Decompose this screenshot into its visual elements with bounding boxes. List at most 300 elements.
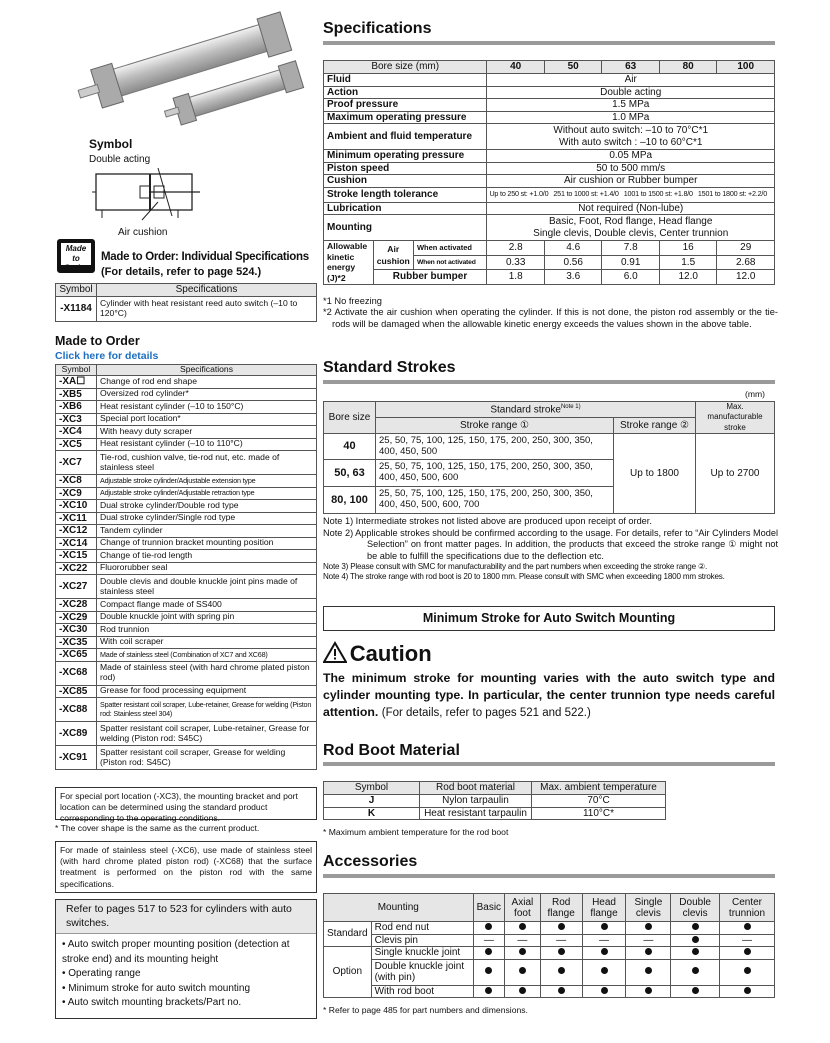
included-dot-icon — [485, 923, 492, 930]
order-spec: Tie-rod, cushion valve, tie-rod nut, etc. made of stainless steel — [97, 451, 317, 475]
stroke-bore: 40 — [324, 434, 376, 460]
strokes-unit: (mm) — [745, 389, 766, 399]
included-dot-icon — [558, 967, 565, 974]
spec-value: Not required (Non-lube) — [487, 202, 775, 215]
order-row — [56, 475, 317, 488]
not-applicable-mark: — — [483, 934, 494, 946]
spec-row — [324, 215, 775, 241]
tolerance-item: Up to 250 st: +1.0/0 — [489, 189, 549, 199]
spec-row — [324, 111, 775, 124]
included-dot-icon — [692, 936, 699, 943]
bullet: • — [62, 997, 68, 1008]
order-code: -XC28 — [56, 599, 97, 612]
included-dot-icon — [519, 923, 526, 930]
order-spec: With heavy duty scraper — [97, 426, 317, 439]
order-code: -XC14 — [56, 537, 97, 550]
bore-100: 100 — [717, 61, 775, 74]
not-applicable-mark: — — [643, 934, 654, 946]
acc-rule — [323, 874, 775, 878]
tolerance-item: 251 to 1000 st: +1.4/0 — [553, 189, 619, 199]
specs-title: Specifications — [323, 20, 432, 37]
auto-switch-item-text: Auto switch mounting brackets/Part no. — [67, 997, 242, 1008]
not-applicable-mark: — — [517, 934, 528, 946]
th-acc-col: Center trunnion — [720, 894, 775, 922]
acc-cell — [720, 959, 775, 985]
acc-cell — [582, 985, 626, 998]
boot-note: * Maximum ambient temperature for the rod boot — [323, 827, 509, 837]
acc-cell — [720, 922, 775, 935]
mto-title: Made to Order: Individual Specifications — [101, 251, 309, 263]
spec-key: Minimum operating pressure — [324, 150, 487, 163]
spec-key: Ambient and fluid temperature — [324, 124, 487, 150]
th-bore: Bore size — [324, 402, 376, 434]
order-row — [56, 451, 317, 475]
ke-air-line: cushion — [376, 256, 410, 267]
order-spec: Oversized rod cylinder* — [97, 388, 317, 401]
included-dot-icon — [744, 948, 751, 955]
ke-when-active: When activated — [413, 241, 487, 256]
not-applicable-mark: — — [599, 934, 610, 946]
ke-value: 1.5 — [659, 255, 717, 270]
spec-key: Fluid — [324, 74, 487, 87]
acc-cell — [505, 959, 541, 985]
mount-line-1: Basic, Foot, Rod flange, Head flange — [549, 215, 713, 227]
ke-value: 4.6 — [544, 241, 602, 256]
acc-cell — [473, 922, 504, 935]
acc-cell — [582, 959, 626, 985]
acc-cell — [626, 947, 671, 960]
acc-row — [324, 959, 775, 985]
acc-cell — [720, 985, 775, 998]
ke-row-rubber — [324, 270, 775, 285]
acc-cell — [671, 934, 720, 947]
boot-material: Heat resistant tarpaulin — [420, 807, 532, 820]
order-spec: Heat resistant cylinder (–10 to 150°C) — [97, 401, 317, 414]
bore-40: 40 — [487, 61, 545, 74]
order-code: -XC27 — [56, 575, 97, 599]
included-dot-icon — [692, 967, 699, 974]
order-row — [56, 649, 317, 662]
mto-subtitle: (For details, refer to page 524.) — [101, 266, 262, 278]
order-spec: Spatter resistant coil scraper, Grease for welding (Piston rod: S45C) — [97, 746, 317, 770]
acc-cell — [671, 959, 720, 985]
acc-cell — [540, 922, 582, 935]
caution-title: Caution — [349, 641, 432, 666]
spec-key: Mounting — [324, 215, 487, 241]
specs-table — [323, 60, 775, 285]
stroke-bore: 50, 63 — [324, 460, 376, 487]
spec-row — [324, 86, 775, 99]
included-dot-icon — [645, 948, 652, 955]
order-code: -XC7 — [56, 451, 97, 475]
included-dot-icon — [558, 948, 565, 955]
ke-value: 12.0 — [717, 270, 775, 285]
th-acc-col: Rod flange — [540, 894, 582, 922]
order-row — [56, 438, 317, 451]
th-boot-material: Rod boot material — [420, 782, 532, 795]
order-code: -XC10 — [56, 500, 97, 513]
order-title: Made to Order — [55, 334, 140, 348]
order-spec: Tandem cylinder — [97, 525, 317, 538]
tolerance-item: 1001 to 1500 st: +1.8/0 — [623, 189, 693, 199]
mto-table — [55, 283, 317, 322]
spec-value: 50 to 500 mm/s — [487, 162, 775, 175]
min-stroke-box: Minimum Stroke for Auto Switch Mounting — [323, 606, 775, 631]
included-dot-icon — [519, 948, 526, 955]
included-dot-icon — [645, 923, 652, 930]
note-cover-shape: * The cover shape is the same as the current product. — [55, 823, 260, 833]
included-dot-icon — [645, 967, 652, 974]
order-row — [56, 550, 317, 563]
acc-cell — [582, 934, 626, 947]
order-row — [56, 575, 317, 599]
spec-row — [324, 74, 775, 87]
acc-row — [324, 922, 775, 935]
th-specs: Specifications — [97, 284, 317, 297]
ke-air-line: Air — [387, 244, 400, 255]
ke-value: 0.56 — [544, 255, 602, 270]
stroke-max: Up to 2700 — [696, 434, 775, 514]
tolerance-item: 1501 to 1800 st: +2.2/0 — [697, 189, 767, 199]
included-dot-icon — [601, 948, 608, 955]
th-acc-col: Basic — [473, 894, 504, 922]
spec-key: Lubrication — [324, 202, 487, 215]
ke-rubber: Rubber bumper — [373, 270, 487, 285]
th-range2: Stroke range ② — [614, 418, 696, 434]
bore-50: 50 — [544, 61, 602, 74]
order-row — [56, 722, 317, 746]
specs-rule — [323, 41, 775, 45]
th-standard-stroke — [376, 402, 696, 418]
included-dot-icon — [645, 987, 652, 994]
spec-key: Action — [324, 86, 487, 99]
spec-value: Air cushion or Rubber bumper — [487, 175, 775, 188]
acc-cell — [671, 985, 720, 998]
auto-switch-item — [62, 996, 310, 1011]
order-spec: Made of stainless steel (Combination of XC7 and XC68) — [97, 649, 317, 662]
order-row — [56, 376, 317, 389]
stroke-note-4: Note 4) The stroke range with rod boot is 20 to 1800 mm. Please consult with SMC when exceeding 1800 mm strokes. — [323, 572, 725, 582]
strokes-title: Standard Strokes — [323, 359, 456, 376]
order-code: -XC3 — [56, 413, 97, 426]
order-code: -XC91 — [56, 746, 97, 770]
ke-value: 2.68 — [717, 255, 775, 270]
badge-line-1: Made to — [65, 244, 87, 263]
order-code: -XB6 — [56, 401, 97, 414]
order-spec: Dual stroke cylinder/Double rod type — [97, 500, 317, 513]
spec-value: 1.0 MPa — [487, 111, 775, 124]
included-dot-icon — [692, 923, 699, 930]
acc-cell — [626, 985, 671, 998]
order-row — [56, 746, 317, 770]
order-code: -XC11 — [56, 512, 97, 525]
acc-item: Clevis pin — [371, 934, 473, 947]
ke-when-not: When not activated — [413, 255, 487, 270]
order-spec: Special port location* — [97, 413, 317, 426]
th-mounting: Mounting — [324, 894, 474, 922]
included-dot-icon — [744, 967, 751, 974]
order-row — [56, 636, 317, 649]
spec-row — [324, 202, 775, 215]
amb-line-2: With auto switch : –10 to 60°C*1 — [558, 136, 703, 148]
spec-note-1: *1 No freezing — [323, 296, 382, 306]
not-applicable-mark: — — [742, 934, 752, 946]
order-code: -XC5 — [56, 438, 97, 451]
spec-key: Proof pressure — [324, 99, 487, 112]
order-row — [56, 487, 317, 500]
acc-cell — [505, 985, 541, 998]
included-dot-icon — [519, 987, 526, 994]
spec-key: Cushion — [324, 175, 487, 188]
order-row — [56, 525, 317, 538]
included-dot-icon — [744, 923, 751, 930]
stroke-notes — [323, 516, 778, 582]
included-dot-icon — [601, 987, 608, 994]
order-code: -XA☐ — [56, 376, 97, 389]
acc-item: Single knuckle joint — [371, 947, 473, 960]
not-applicable-mark: — — [556, 934, 567, 946]
order-spec: Adjustable stroke cylinder/Adjustable retraction type — [97, 487, 317, 500]
mto-spec: Cylinder with heat resistant reed auto switch (–10 to 120°C) — [97, 296, 317, 321]
ke-air-cushion — [373, 241, 413, 270]
order-spec: Change of trunnion bracket mounting position — [97, 537, 317, 550]
included-dot-icon — [519, 967, 526, 974]
spec-value — [487, 187, 775, 202]
acc-cell — [671, 947, 720, 960]
order-spec: Dual stroke cylinder/Single rod type — [97, 512, 317, 525]
order-spec: Change of tie-rod length — [97, 550, 317, 563]
strokes-table — [323, 401, 775, 514]
order-row — [56, 426, 317, 439]
strokes-rule — [323, 380, 775, 384]
spec-key: Maximum operating pressure — [324, 111, 487, 124]
order-code: -XC12 — [56, 525, 97, 538]
acc-note-text: Refer to page 485 for part numbers and dimensions. — [328, 1005, 528, 1015]
note-box-port: For special port location (-XC3), the mounting bracket and port location can be determined using the standard product corresponding to the operating conditions. — [55, 787, 317, 820]
boot-temp: 110°C* — [532, 807, 666, 820]
order-row — [56, 500, 317, 513]
boot-rule — [323, 762, 775, 766]
spec-value: Double acting — [487, 86, 775, 99]
ke-value: 0.33 — [487, 255, 545, 270]
ke-value: 6.0 — [602, 270, 660, 285]
acc-cell — [626, 922, 671, 935]
caution-text — [323, 670, 775, 722]
acc-cell — [540, 947, 582, 960]
auto-switch-item — [62, 938, 310, 967]
caution-text-ref: (For details, refer to pages 521 and 522.) — [381, 707, 591, 720]
order-row — [56, 537, 317, 550]
th-std-note: Note 1) — [560, 403, 581, 410]
order-code: -XC8 — [56, 475, 97, 488]
spec-row — [324, 99, 775, 112]
included-dot-icon — [601, 923, 608, 930]
spec-row — [324, 124, 775, 150]
acc-cell — [505, 922, 541, 935]
order-code: -XC29 — [56, 611, 97, 624]
acc-table — [323, 893, 775, 998]
acc-cell — [473, 985, 504, 998]
order-row — [56, 388, 317, 401]
boot-symbol: J — [324, 795, 420, 808]
th-symbol: Symbol — [56, 284, 97, 297]
cylinder-symbol-diagram — [92, 166, 202, 226]
order-code: -XC65 — [56, 649, 97, 662]
acc-group-standard: Standard — [324, 922, 372, 947]
spec-row — [324, 175, 775, 188]
stroke-range2: Up to 1800 — [614, 434, 696, 514]
acc-cell — [505, 934, 541, 947]
spec-key: Piston speed — [324, 162, 487, 175]
boot-table — [323, 781, 666, 820]
badge-line-2: Order — [63, 263, 89, 274]
included-dot-icon — [601, 967, 608, 974]
stroke-note-1: Note 1) Intermediate strokes not listed above are produced upon receipt of order. — [323, 516, 652, 526]
amb-line-1: Without auto switch: –10 to 70°C*1 — [553, 124, 709, 136]
included-dot-icon — [485, 948, 492, 955]
acc-item: With rod boot — [371, 985, 473, 998]
order-code: -XC68 — [56, 661, 97, 685]
order-code: -XC9 — [56, 487, 97, 500]
auto-switch-item — [62, 967, 310, 982]
bullet: • — [62, 968, 69, 979]
order-details-link[interactable]: Click here for details — [55, 350, 159, 362]
order-spec: Rod trunnion — [97, 624, 317, 637]
ke-value: 7.8 — [602, 241, 660, 256]
th-max-stroke: Max. manufacturable stroke — [696, 402, 775, 434]
acc-cell — [540, 985, 582, 998]
spec-value — [487, 215, 775, 241]
order-code: -XC4 — [56, 426, 97, 439]
acc-cell — [540, 934, 582, 947]
th-acc-col: Single clevis — [626, 894, 671, 922]
acc-title: Accessories — [323, 853, 418, 870]
th-boot-temp: Max. ambient temperature — [532, 782, 666, 795]
bullet: • — [62, 982, 69, 994]
order-spec: Adjustable stroke cylinder/Adjustable extension type — [97, 475, 317, 488]
ke-value: 1.8 — [487, 270, 545, 285]
auto-switch-box — [55, 899, 317, 1019]
included-dot-icon — [558, 987, 565, 994]
th-std-label: Standard stroke — [490, 403, 561, 415]
symbol-subtitle: Double acting — [89, 154, 151, 165]
auto-switch-item — [62, 982, 310, 997]
note-box-stainless: For made of stainless steel (-XC6), use made of stainless steel (with hard chrome plated piston rod) (-XC68) that the surface treatment is performed on the piston rod with the same specifications. — [55, 841, 317, 893]
ke-value: 0.91 — [602, 255, 660, 270]
order-code: -XC30 — [56, 624, 97, 637]
order-spec: With coil scraper — [97, 636, 317, 649]
acc-row — [324, 985, 775, 998]
stroke-bore: 80, 100 — [324, 487, 376, 514]
order-spec: Double clevis and double knuckle joint pins made of stainless steel — [97, 575, 317, 599]
order-spec: Spatter resistant coil scraper, Lube-retainer, Grease for welding (Piston rod: S45C) — [97, 722, 317, 746]
order-row — [56, 685, 317, 698]
ke-key-line: Allowable — [327, 241, 368, 251]
bore-80: 80 — [659, 61, 717, 74]
boot-symbol: K — [324, 807, 420, 820]
stroke-list: 25, 50, 75, 100, 125, 150, 175, 200, 250, 300, 350, 400, 450, 500, 600 — [376, 460, 614, 487]
order-code: -XB5 — [56, 388, 97, 401]
boot-material: Nylon tarpaulin — [420, 795, 532, 808]
spec-value: Air — [487, 74, 775, 87]
acc-cell — [505, 947, 541, 960]
stroke-list: 25, 50, 75, 100, 125, 150, 175, 200, 250, 300, 350, 400, 450, 500 — [376, 434, 614, 460]
included-dot-icon — [485, 967, 492, 974]
ke-value: 2.8 — [487, 241, 545, 256]
order-spec: Change of rod end shape — [97, 376, 317, 389]
auto-switch-item-text: Minimum stroke for auto switch mounting — [68, 982, 251, 994]
order-spec: Grease for food processing equipment — [97, 685, 317, 698]
warning-icon — [323, 641, 347, 663]
acc-group-option: Option — [324, 947, 372, 998]
caution-text-bold: The minimum stroke for mounting varies with the auto switch type and cylinder mounting type. In particular, the center trunnion type needs careful attention. — [323, 671, 775, 720]
stroke-list: 25, 50, 75, 100, 125, 150, 175, 200, 250, 300, 350, 400, 450, 500, 600, 700 — [376, 487, 614, 514]
spec-value — [487, 124, 775, 150]
order-code: -XC88 — [56, 698, 97, 722]
order-code: -XC85 — [56, 685, 97, 698]
boot-note-text: Maximum ambient temperature for the rod boot — [328, 827, 509, 837]
acc-cell — [720, 947, 775, 960]
boot-temp: 70°C — [532, 795, 666, 808]
th-symbol: Symbol — [56, 365, 97, 376]
spec-value: 1.5 MPa — [487, 99, 775, 112]
spec-row — [324, 162, 775, 175]
order-row — [56, 624, 317, 637]
ke-value: 3.6 — [544, 270, 602, 285]
spec-notes — [323, 296, 778, 330]
order-code: -XC15 — [56, 550, 97, 563]
air-cushion-label: Air cushion — [118, 227, 168, 238]
acc-cell — [473, 934, 504, 947]
symbol-title: Symbol — [89, 137, 133, 151]
acc-cell — [720, 934, 775, 947]
order-spec: Spatter resistant coil scraper, Lube-retainer, Grease for welding (Piston rod: Stainless steel 304) — [97, 698, 317, 722]
order-code: -XC22 — [56, 562, 97, 575]
acc-cell — [671, 922, 720, 935]
mto-code: -X1184 — [56, 296, 97, 321]
spec-value: 0.05 MPa — [487, 150, 775, 163]
ke-value: 12.0 — [659, 270, 717, 285]
th-acc-col: Double clevis — [671, 894, 720, 922]
acc-cell — [582, 922, 626, 935]
auto-switch-box-title: Refer to pages 517 to 523 for cylinders with auto switches. — [56, 900, 316, 934]
acc-cell — [540, 959, 582, 985]
order-spec: Heat resistant cylinder (–10 to 110°C) — [97, 438, 317, 451]
th-boot-symbol: Symbol — [324, 782, 420, 795]
stroke-note-3: Note 3) Please consult with SMC for manufacturability and the part numbers when exceeding the stroke range ②. — [323, 562, 708, 571]
order-spec: Fluororubber seal — [97, 562, 317, 575]
included-dot-icon — [558, 923, 565, 930]
spec-row — [324, 150, 775, 163]
th-acc-col: Head flange — [582, 894, 626, 922]
order-spec: Made of stainless steel (with hard chrome plated piston rod) — [97, 661, 317, 685]
order-row — [56, 512, 317, 525]
acc-note: * Refer to page 485 for part numbers and dimensions. — [323, 1005, 528, 1015]
acc-cell — [473, 959, 504, 985]
ke-key — [324, 241, 374, 285]
acc-row — [324, 934, 775, 947]
order-row — [56, 611, 317, 624]
order-row — [56, 413, 317, 426]
acc-item: Rod end nut — [371, 922, 473, 935]
order-spec: Double knuckle joint with spring pin — [97, 611, 317, 624]
spec-note-2: *2 Activate the air cushion when operating the cylinder. If this is not done, the piston rod assembly or the tie-rods will be damaged when the allowable kinetic energy exceeds the values shown in the above table. — [323, 307, 778, 329]
included-dot-icon — [692, 987, 699, 994]
made-to-order-badge — [57, 239, 95, 273]
order-row — [56, 698, 317, 722]
bore-63: 63 — [602, 61, 660, 74]
included-dot-icon — [744, 987, 751, 994]
